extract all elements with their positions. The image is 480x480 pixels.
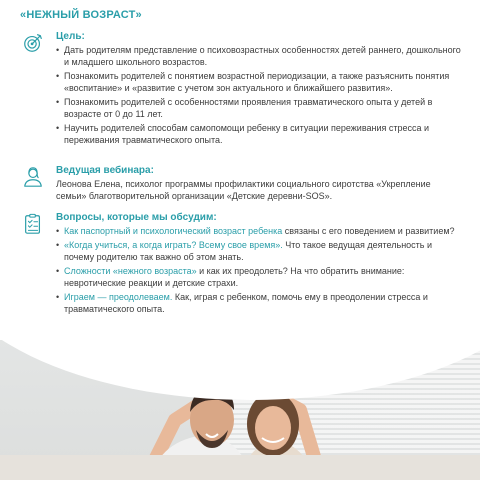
host-heading: Ведущая вебинара: [56,165,154,176]
questions-heading: Вопросы, которые мы обсудим: [56,212,217,223]
question-highlight: «Когда учиться, а когда играть? Всему свое время». [64,240,283,250]
question-item [56,239,462,263]
question-highlight: Как паспортный и психологический возраст ребенка [64,226,283,236]
host-person-icon [22,166,44,188]
questions-list [56,225,462,315]
question-highlight: Сложности «нежного возраста» [64,266,197,276]
host-text: Леонова Елена, психолог программы профилактики социального сиротства «Укрепление семьи» благотворительной организации «Детские деревни-SOS». [56,179,431,201]
goal-section [56,31,462,148]
question-item [56,265,462,289]
page-title: «НЕЖНЫЙ ВОЗРАСТ» [20,9,142,21]
question-text: связаны с его поведением и развитием? [282,226,455,236]
goal-item: • Познакомить родителей с понятием возрастной периодизации, а также разъяснить понятия «воспитание» и «развитие с учетом зон актуального и ближайшего развития». [56,70,462,94]
question-text: и как их преодолеть? На что обратить внимание: невротические реакции и детские страхи. [64,266,405,288]
goal-list [56,44,462,146]
target-icon [22,32,44,54]
questions-section [56,212,462,317]
checklist-icon [22,213,44,235]
goal-item: • Познакомить родителей с особенностями проявления травматического опыта у детей в возрасте от 0 до 11 лет. [56,96,462,120]
question-item [56,291,462,315]
sofa [0,455,480,480]
question-text: Что такое ведущая деятельность и почему родителю так важно об этом знать. [64,240,433,262]
goal-item: • Дать родителям представление о психовозрастных особенностях детей раннего, дошкольного и младшего школьного возрастов. [56,44,462,68]
goal-item: • Научить родителей способам самопомощи ребенку в ситуации переживания стресса и переживания травматического опыта. [56,122,462,146]
goal-heading: Цель: [56,31,85,42]
question-highlight: Играем — преодолеваем. [64,292,173,302]
question-text: Как, играя с ребенком, помочь ему в преодолении стресса и травматического опыта. [64,292,428,314]
host-section [56,165,462,202]
question-item [56,225,462,237]
